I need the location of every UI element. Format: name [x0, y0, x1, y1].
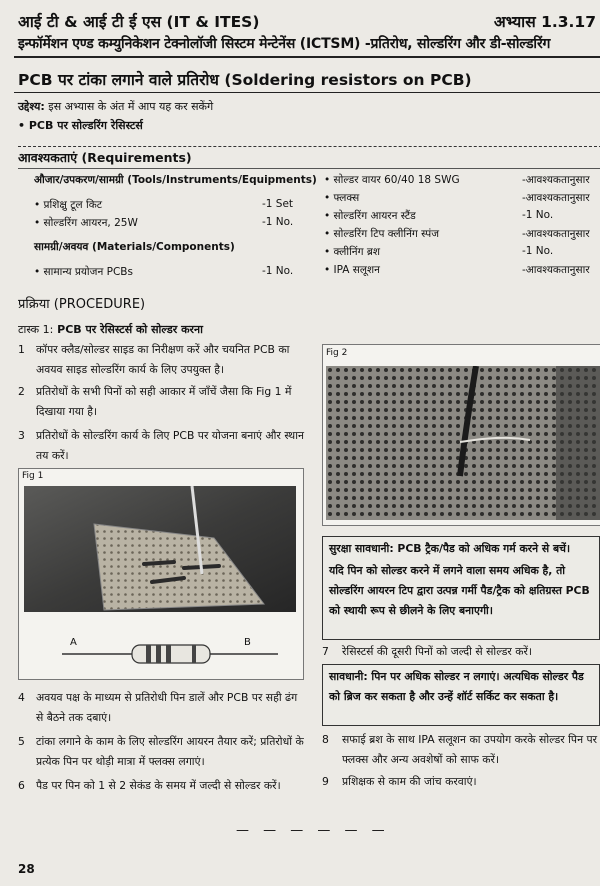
req-tool-qty: -1 No.	[262, 216, 294, 228]
task-title	[18, 322, 203, 337]
step-text: रेसिस्टर्स की दूसरी पिनों को जल्दी से सोल्डर करें।	[342, 645, 533, 658]
step-text: प्रशिक्षक से काम की जांच करवाएं।	[342, 775, 477, 788]
objective-text: इस अभ्यास के अंत में आप यह कर सकेंगे	[44, 100, 214, 113]
safety-detail: यदि पिन को सोल्डर करने में लगने वाला समय अधिक है, तो सोल्डरिंग आयरन टिप द्वारा उत्पन्न गर्मी पैड/ट्रैक को क्षतिग्रस्त PCB को स्थायी रूप से छीलने के लिए बनाएगी।	[329, 564, 590, 617]
req-right-qty: -आवश्यकतानुसार	[522, 174, 590, 186]
req-material-qty: -1 No.	[262, 265, 294, 277]
req-right-qty: -आवश्यकतानुसार	[522, 264, 590, 276]
end-dashes: — — — — — —	[236, 823, 390, 838]
safety-note	[322, 536, 600, 640]
step-text: सफाई ब्रश के साथ IPA सलूशन का उपयोग करके सोल्डर पिन पर फ्लक्स और अन्य अवशेषों को साफ करें।	[342, 733, 598, 766]
procedure-heading: प्रक्रिया (PROCEDURE)	[18, 297, 146, 312]
page-number: 28	[18, 862, 35, 876]
step-number: 4	[18, 691, 25, 704]
task-label: टास्क 1:	[18, 323, 54, 336]
safety-line: सुरक्षा सावधानी: PCB ट्रैक/पैड को अधिक गर्म करने से बचें।	[329, 542, 571, 555]
req-right-name: • IPA सलूशन	[324, 264, 380, 276]
step-text: टांका लगाने के काम के लिए सोल्डरिंग आयरन तैयार करें; प्रतिरोधों के प्रत्येक पिन पर थोड़ी मात्रा में फ्लक्स लगाएं।	[36, 735, 304, 768]
caution-note	[322, 664, 600, 726]
step-number: 3	[18, 429, 25, 442]
objective	[18, 99, 213, 114]
pcb-solder-graphic	[326, 366, 600, 520]
req-tool-qty: -1 Set	[262, 198, 294, 210]
header-rule	[14, 56, 600, 58]
step-text: प्रतिरोधों के सभी पिनों को सही आकार में जाँचें जैसा कि Fig 1 में दिखाया गया है।	[36, 385, 292, 418]
figure-2-label: Fig 2	[326, 348, 348, 358]
materials-heading: सामग्री/अवयव (Materials/Components)	[34, 241, 235, 253]
req-right-qty: -आवश्यकतानुसार	[522, 192, 590, 204]
header-course: इन्फॉर्मेशन एण्ड कम्युनिकेशन टेक्नोलॉजी सिस्टम मेन्टेनेंस (ICTSM) -प्रतिरोध, सोल्डरिंग और डी-सोल्डरिंग	[18, 36, 551, 52]
step-number: 9	[322, 775, 329, 788]
tools-heading: औजार/उपकरण/सामग्री (Tools/Instruments/Equipments)	[34, 174, 317, 186]
req-right-qty: -1 No.	[522, 209, 554, 221]
step-number: 5	[18, 735, 25, 748]
lead-label-a: A	[70, 637, 77, 648]
step-text: कॉपर क्लैड/सोल्डर साइड का निरीक्षण करें और चयनित PCB का अवयव साइड सोल्डरिंग कार्य के लिए उपयुक्त है।	[36, 343, 290, 376]
req-right-name: • फ्लक्स	[324, 192, 360, 204]
step-number: 6	[18, 779, 25, 792]
objective-item: • PCB पर सोल्डरिंग रेसिस्टर्स	[18, 119, 143, 132]
requirements-rule	[18, 168, 600, 169]
requirements-heading: आवश्यकताएं (Requirements)	[18, 150, 192, 165]
figure-1-label: Fig 1	[22, 471, 44, 481]
step-text: पैड पर पिन को 1 से 2 सेकंड के समय में जल्दी से सोल्डर करें।	[36, 779, 281, 792]
step-text: अवयव पक्ष के माध्यम से प्रतिरोधी पिन डालें और PCB पर सही ढंग से बैठने तक दबाएं।	[36, 691, 298, 724]
header-trade: आई टी & आई टी ई एस (IT & ITES)	[18, 13, 260, 31]
req-right-name: • क्लीनिंग ब्रश	[324, 246, 381, 258]
req-tool-name: • सोल्डरिंग आयरन, 25W	[34, 217, 138, 229]
title-rule	[14, 92, 600, 93]
step-number: 2	[18, 385, 25, 398]
exercise-number: अभ्यास 1.3.17	[493, 13, 596, 31]
pcb-photo	[24, 486, 296, 612]
step-text: प्रतिरोधों के सोल्डरिंग कार्य के लिए PCB पर योजना बनाएं और स्थान तय करें।	[36, 429, 304, 462]
exercise-title: PCB पर टांका लगाने वाले प्रतिरोध (Soldering resistors on PCB)	[18, 71, 472, 89]
pcb-solder-photo	[326, 366, 600, 520]
req-right-name: • सोल्डरिंग आयरन स्टैंड	[324, 210, 416, 222]
step-number: 8	[322, 733, 329, 746]
task-name: PCB पर रेसिस्टर्स को सोल्डर करना	[53, 323, 203, 336]
step-number: 7	[322, 645, 329, 658]
req-right-name: • सोल्डरिंग टिप क्लीनिंग स्पंज	[324, 228, 439, 240]
req-right-qty: -1 No.	[522, 245, 554, 257]
req-right-qty: -आवश्यकतानुसार	[522, 228, 590, 240]
step-number: 1	[18, 343, 25, 356]
pcb-photo-graphic	[24, 486, 296, 612]
objective-label: उद्देश्य:	[18, 100, 45, 113]
caution-text: सावधानी: पिन पर अधिक सोल्डर न लगाएं। अत्यधिक सोल्डर पैड को ब्रिज कर सकता है और उन्हें शॉर्ट सर्किट कर सकता है।	[329, 670, 584, 703]
lead-label-b: B	[244, 637, 251, 648]
req-material-name: • सामान्य प्रयोजन PCBs	[34, 266, 133, 278]
req-right-name: • सोल्डर वायर 60/40 18 SWG	[324, 174, 460, 186]
req-tool-name: • प्रशिक्षु टूल किट	[34, 199, 103, 211]
